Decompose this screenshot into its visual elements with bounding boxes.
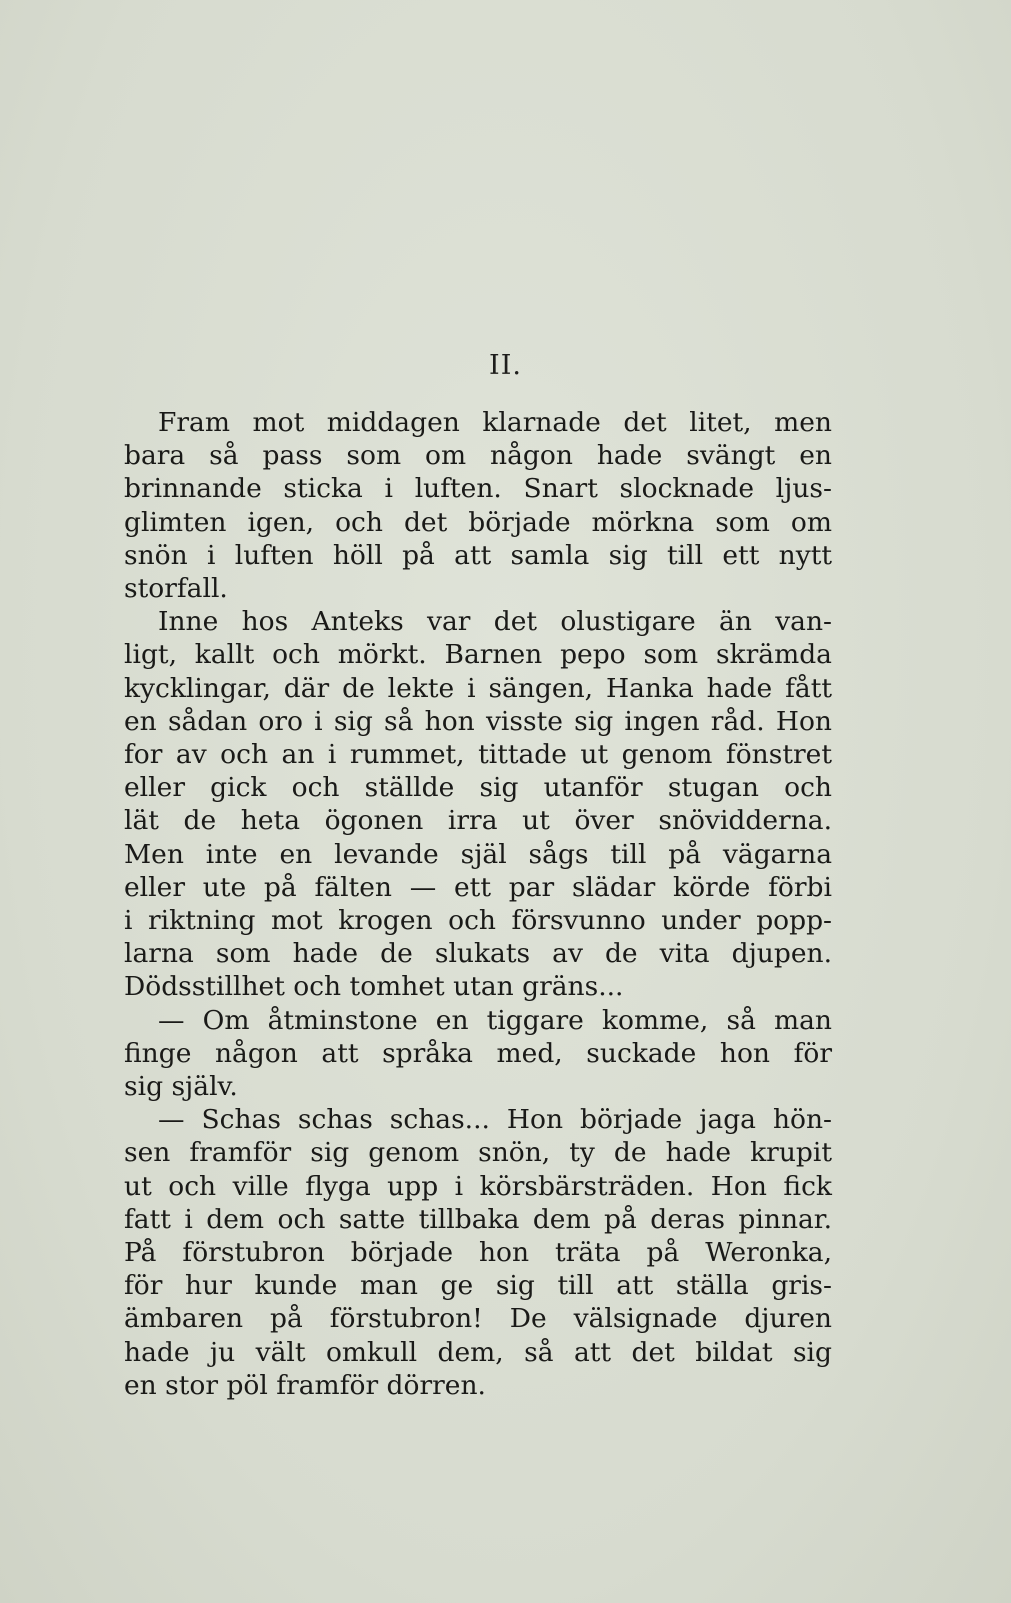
- text-line: ämbaren på förstubron! De välsignade djuren: [124, 1303, 832, 1335]
- paragraph: [124, 406, 832, 605]
- text-line: sig själv.: [124, 1071, 238, 1103]
- text-line: i riktning mot krogen och försvunno under popp-: [124, 905, 832, 937]
- text-line: lät de heta ögonen irra ut över snövidderna.: [124, 805, 832, 837]
- text-line: ligt, kallt och mörkt. Barnen pepo som skrämda: [124, 639, 832, 671]
- text-line: glimten igen, och det började mörkna som om: [124, 506, 832, 538]
- text-line: fatt i dem och satte tillbaka dem på deras pinnar.: [124, 1203, 832, 1235]
- text-line: — Schas schas schas... Hon började jaga hön-: [158, 1104, 832, 1136]
- chapter-heading: II.: [489, 350, 522, 381]
- text-line: för hur kunde man ge sig till att ställa gris-: [124, 1270, 832, 1302]
- paragraph: [124, 1004, 832, 1104]
- text-line: snön i luften höll på att samla sig till ett nytt: [124, 539, 832, 571]
- text-line: — Om åtminstone en tiggare komme, så man: [158, 1004, 832, 1036]
- text-line: sen framför sig genom snön, ty de hade krupit: [124, 1137, 832, 1169]
- text-line: for av och an i rummet, tittade ut genom fönstret: [124, 739, 832, 771]
- text-line: På förstubron började hon träta på Weronka,: [124, 1237, 832, 1269]
- body-text: [124, 406, 832, 1402]
- text-line: Fram mot middagen klarnade det litet, men: [158, 407, 832, 438]
- paragraph: [124, 605, 832, 1003]
- text-line: kycklingar, där de lekte i sängen, Hanka hade fått: [124, 672, 832, 704]
- text-line: eller gick och ställde sig utanför stugan och: [124, 772, 832, 804]
- text-line: Inne hos Anteks var det olustigare än van-: [158, 606, 832, 638]
- text-line: storfall.: [124, 573, 228, 605]
- text-line: eller ute på fälten — ett par slädar körde förbi: [124, 871, 832, 903]
- text-line: hade ju vält omkull dem, så att det bildat sig: [124, 1336, 832, 1368]
- text-line: larna som hade de slukats av de vita djupen.: [124, 938, 832, 970]
- text-line: ut och ville flyga upp i körsbärsträden. Hon fick: [124, 1170, 832, 1202]
- text-line: en sådan oro i sig så hon visste sig ingen råd. Hon: [124, 705, 832, 737]
- text-line: finge någon att språka med, suckade hon för: [124, 1037, 832, 1069]
- text-line: Dödsstillhet och tomhet utan gräns...: [124, 971, 624, 1003]
- text-line: bara så pass som om någon hade svängt en: [124, 440, 832, 472]
- text-line: Men inte en levande själ sågs till på vägarna: [124, 838, 832, 870]
- text-line: en stor pöl framför dörren.: [124, 1369, 486, 1401]
- text-line: brinnande sticka i luften. Snart slocknade ljus-: [124, 473, 832, 505]
- paragraph: [124, 1103, 832, 1402]
